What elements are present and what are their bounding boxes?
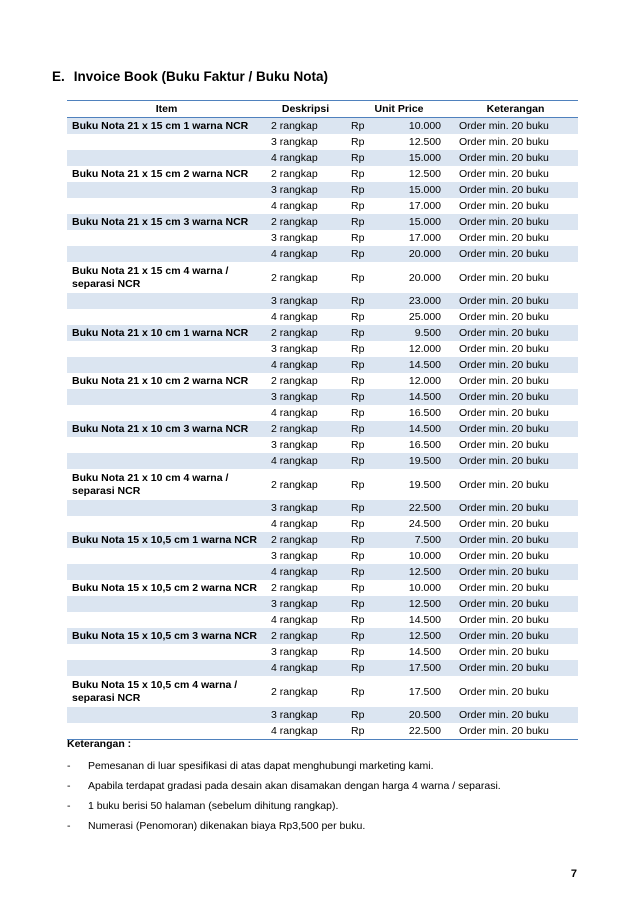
cell-unit-price: 19.500 bbox=[383, 453, 453, 469]
cell-keterangan: Order min. 20 buku bbox=[453, 628, 578, 644]
cell-currency: Rp bbox=[351, 518, 365, 530]
cell-unit-price: 19.500 bbox=[408, 478, 442, 491]
cell-item bbox=[67, 548, 266, 564]
cell-currency: Rp bbox=[351, 407, 365, 419]
cell-currency: Rp bbox=[345, 325, 383, 341]
cell-unit-price: 12.500 bbox=[408, 168, 442, 180]
cell-keterangan: Order min. 20 buku bbox=[459, 518, 549, 530]
table-row bbox=[67, 118, 578, 135]
table-row bbox=[67, 564, 578, 580]
cell-unit-price: 14.500 bbox=[383, 389, 453, 405]
cell-item: Buku Nota 15 x 10,5 cm 4 warna / separasi NCR bbox=[72, 678, 238, 704]
cell-item: Buku Nota 15 x 10,5 cm 1 warna NCR bbox=[67, 532, 266, 548]
section-letter: E. bbox=[52, 69, 65, 84]
note-item bbox=[67, 816, 587, 836]
cell-keterangan: Order min. 20 buku bbox=[459, 271, 549, 284]
table-row bbox=[67, 548, 578, 564]
cell-item bbox=[67, 644, 266, 660]
cell-item bbox=[67, 453, 266, 469]
cell-deskripsi: 2 rangkap bbox=[266, 214, 345, 230]
cell-item bbox=[67, 341, 266, 357]
cell-keterangan: Order min. 20 buku bbox=[459, 685, 549, 698]
cell-unit-price: 16.500 bbox=[408, 439, 442, 451]
cell-currency: Rp bbox=[345, 564, 383, 580]
table-row bbox=[67, 596, 578, 612]
cell-deskripsi: 2 rangkap bbox=[271, 168, 318, 180]
cell-deskripsi: 3 rangkap bbox=[271, 136, 318, 148]
header-unit-price: Unit Price bbox=[345, 101, 453, 118]
cell-deskripsi: 2 rangkap bbox=[271, 478, 318, 491]
note-item bbox=[67, 796, 587, 816]
cell-deskripsi: 3 rangkap bbox=[266, 707, 345, 723]
cell-currency: Rp bbox=[345, 357, 383, 373]
cell-currency: Rp bbox=[351, 550, 365, 562]
cell-unit-price: 20.000 bbox=[383, 246, 453, 262]
table-row bbox=[67, 421, 578, 437]
cell-deskripsi: 4 rangkap bbox=[266, 453, 345, 469]
cell-keterangan: Order min. 20 buku bbox=[453, 564, 578, 580]
note-text: Pemesanan di luar spesifikasi di atas dapat menghubungi marketing kami. bbox=[88, 760, 434, 772]
cell-unit-price: 9.500 bbox=[383, 325, 453, 341]
cell-currency: Rp bbox=[351, 478, 365, 491]
cell-deskripsi: 3 rangkap bbox=[271, 646, 318, 658]
cell-keterangan: Order min. 20 buku bbox=[459, 582, 549, 594]
cell-deskripsi: 4 rangkap bbox=[266, 150, 345, 166]
cell-deskripsi: 3 rangkap bbox=[266, 389, 345, 405]
cell-deskripsi: 4 rangkap bbox=[266, 357, 345, 373]
cell-deskripsi: 4 rangkap bbox=[266, 246, 345, 262]
cell-item bbox=[67, 230, 266, 246]
cell-item bbox=[67, 309, 266, 325]
cell-keterangan: Order min. 20 buku bbox=[459, 478, 549, 491]
cell-unit-price: 20.500 bbox=[383, 707, 453, 723]
cell-keterangan: Order min. 20 buku bbox=[453, 214, 578, 230]
cell-unit-price: 15.000 bbox=[383, 214, 453, 230]
table-row bbox=[67, 580, 578, 596]
cell-currency: Rp bbox=[345, 246, 383, 262]
cell-currency: Rp bbox=[345, 707, 383, 723]
cell-item: Buku Nota 21 x 15 cm 2 warna NCR bbox=[72, 167, 249, 180]
section-title-text: Invoice Book (Buku Faktur / Buku Nota) bbox=[73, 69, 329, 84]
cell-unit-price: 15.000 bbox=[383, 150, 453, 166]
cell-unit-price: 10.000 bbox=[383, 118, 453, 135]
cell-unit-price: 12.000 bbox=[408, 375, 442, 387]
cell-unit-price: 12.500 bbox=[383, 564, 453, 580]
cell-item: Buku Nota 21 x 15 cm 3 warna NCR bbox=[67, 214, 266, 230]
cell-deskripsi: 3 rangkap bbox=[271, 343, 318, 355]
section-title bbox=[52, 69, 328, 84]
cell-keterangan: Order min. 20 buku bbox=[453, 707, 578, 723]
table-row bbox=[67, 309, 578, 325]
table-header-row bbox=[67, 101, 578, 118]
table-row bbox=[67, 325, 578, 341]
table-row bbox=[67, 644, 578, 660]
cell-unit-price: 22.500 bbox=[383, 500, 453, 516]
table-row bbox=[67, 373, 578, 389]
cell-item bbox=[67, 134, 266, 150]
note-text: Apabila terdapat gradasi pada desain akan disamakan dengan harga 4 warna / separasi. bbox=[88, 780, 501, 792]
header-item: Item bbox=[67, 101, 266, 118]
table-row bbox=[67, 214, 578, 230]
cell-item: Buku Nota 21 x 10 cm 1 warna NCR bbox=[67, 325, 266, 341]
cell-keterangan: Order min. 20 buku bbox=[453, 500, 578, 516]
cell-item bbox=[67, 707, 266, 723]
cell-deskripsi: 2 rangkap bbox=[271, 375, 318, 387]
cell-unit-price: 17.000 bbox=[408, 232, 442, 244]
cell-keterangan: Order min. 20 buku bbox=[453, 596, 578, 612]
cell-unit-price: 12.500 bbox=[383, 596, 453, 612]
cell-unit-price: 14.500 bbox=[408, 614, 442, 626]
table-row bbox=[67, 676, 578, 707]
cell-keterangan: Order min. 20 buku bbox=[453, 389, 578, 405]
table-row bbox=[67, 405, 578, 421]
cell-unit-price: 12.500 bbox=[408, 136, 442, 148]
note-text: Numerasi (Penomoran) dikenakan biaya Rp3,500 per buku. bbox=[88, 820, 366, 832]
cell-item bbox=[67, 198, 266, 214]
cell-currency: Rp bbox=[351, 685, 365, 698]
cell-item bbox=[67, 293, 266, 309]
table-row bbox=[67, 437, 578, 453]
cell-currency: Rp bbox=[351, 271, 365, 284]
cell-deskripsi: 3 rangkap bbox=[266, 596, 345, 612]
cell-currency: Rp bbox=[345, 453, 383, 469]
cell-unit-price: 17.000 bbox=[408, 200, 442, 212]
cell-currency: Rp bbox=[345, 214, 383, 230]
cell-item bbox=[67, 150, 266, 166]
cell-currency: Rp bbox=[351, 375, 365, 387]
cell-currency: Rp bbox=[345, 596, 383, 612]
dash-bullet: - bbox=[67, 800, 71, 812]
cell-currency: Rp bbox=[345, 150, 383, 166]
table-row bbox=[67, 707, 578, 723]
cell-unit-price: 10.000 bbox=[408, 550, 442, 562]
table-row bbox=[67, 389, 578, 405]
notes-section bbox=[67, 738, 587, 836]
cell-currency: Rp bbox=[351, 614, 365, 626]
cell-item: Buku Nota 15 x 10,5 cm 3 warna NCR bbox=[67, 628, 266, 644]
cell-deskripsi: 4 rangkap bbox=[271, 311, 318, 323]
cell-deskripsi: 3 rangkap bbox=[271, 232, 318, 244]
cell-item: Buku Nota 21 x 10 cm 2 warna NCR bbox=[72, 374, 249, 387]
cell-unit-price: 14.500 bbox=[383, 421, 453, 437]
cell-item bbox=[67, 357, 266, 373]
cell-unit-price: 10.000 bbox=[408, 582, 442, 594]
cell-currency: Rp bbox=[351, 311, 365, 323]
cell-currency: Rp bbox=[345, 182, 383, 198]
cell-deskripsi: 3 rangkap bbox=[271, 550, 318, 562]
cell-keterangan: Order min. 20 buku bbox=[453, 453, 578, 469]
cell-currency: Rp bbox=[345, 389, 383, 405]
cell-keterangan: Order min. 20 buku bbox=[459, 550, 549, 562]
cell-item: Buku Nota 21 x 10 cm 3 warna NCR bbox=[67, 421, 266, 437]
cell-item: Buku Nota 21 x 10 cm 4 warna / separasi NCR bbox=[72, 471, 229, 497]
cell-keterangan: Order min. 20 buku bbox=[453, 660, 578, 676]
cell-keterangan: Order min. 20 buku bbox=[453, 421, 578, 437]
dash-bullet: - bbox=[67, 820, 71, 832]
cell-deskripsi: 2 rangkap bbox=[271, 685, 318, 698]
price-table bbox=[67, 100, 578, 740]
cell-keterangan: Order min. 20 buku bbox=[459, 168, 549, 180]
table-row bbox=[67, 246, 578, 262]
table-row bbox=[67, 134, 578, 150]
cell-item bbox=[67, 182, 266, 198]
cell-deskripsi: 2 rangkap bbox=[271, 271, 318, 284]
cell-item bbox=[67, 564, 266, 580]
cell-item bbox=[67, 405, 266, 421]
dash-bullet: - bbox=[67, 780, 71, 792]
cell-currency: Rp bbox=[345, 723, 383, 740]
cell-keterangan: Order min. 20 buku bbox=[453, 325, 578, 341]
cell-item bbox=[67, 500, 266, 516]
cell-deskripsi: 4 rangkap bbox=[271, 407, 318, 419]
cell-keterangan: Order min. 20 buku bbox=[459, 343, 549, 355]
cell-keterangan: Order min. 20 buku bbox=[459, 375, 549, 387]
cell-item bbox=[67, 437, 266, 453]
cell-unit-price: 12.500 bbox=[383, 628, 453, 644]
cell-currency: Rp bbox=[345, 421, 383, 437]
cell-keterangan: Order min. 20 buku bbox=[453, 357, 578, 373]
cell-currency: Rp bbox=[345, 660, 383, 676]
table-row bbox=[67, 357, 578, 373]
table-row bbox=[67, 150, 578, 166]
table-row bbox=[67, 516, 578, 532]
cell-deskripsi: 2 rangkap bbox=[266, 118, 345, 135]
cell-item bbox=[67, 246, 266, 262]
cell-currency: Rp bbox=[345, 118, 383, 135]
note-item bbox=[67, 756, 587, 776]
cell-keterangan: Order min. 20 buku bbox=[453, 532, 578, 548]
cell-currency: Rp bbox=[351, 582, 365, 594]
cell-deskripsi: 4 rangkap bbox=[271, 614, 318, 626]
cell-currency: Rp bbox=[351, 232, 365, 244]
cell-keterangan: Order min. 20 buku bbox=[459, 407, 549, 419]
table-row bbox=[67, 469, 578, 500]
cell-unit-price: 17.500 bbox=[383, 660, 453, 676]
cell-deskripsi: 2 rangkap bbox=[266, 532, 345, 548]
cell-keterangan: Order min. 20 buku bbox=[459, 311, 549, 323]
cell-deskripsi: 3 rangkap bbox=[266, 293, 345, 309]
table-row bbox=[67, 500, 578, 516]
cell-unit-price: 24.500 bbox=[408, 518, 442, 530]
cell-keterangan: Order min. 20 buku bbox=[459, 232, 549, 244]
cell-currency: Rp bbox=[351, 439, 365, 451]
note-text: 1 buku berisi 50 halaman (sebelum dihitung rangkap). bbox=[88, 800, 339, 812]
cell-deskripsi: 3 rangkap bbox=[271, 439, 318, 451]
cell-unit-price: 14.500 bbox=[408, 646, 442, 658]
cell-unit-price: 16.500 bbox=[408, 407, 442, 419]
cell-deskripsi: 3 rangkap bbox=[266, 500, 345, 516]
cell-currency: Rp bbox=[351, 168, 365, 180]
cell-unit-price: 25.000 bbox=[408, 311, 442, 323]
dash-bullet: - bbox=[67, 760, 71, 772]
cell-keterangan: Order min. 20 buku bbox=[453, 246, 578, 262]
table-row bbox=[67, 628, 578, 644]
table-row bbox=[67, 182, 578, 198]
header-keterangan: Keterangan bbox=[453, 101, 578, 118]
cell-item: Buku Nota 15 x 10,5 cm 2 warna NCR bbox=[72, 581, 257, 594]
table-row bbox=[67, 453, 578, 469]
table-row bbox=[67, 612, 578, 628]
cell-currency: Rp bbox=[351, 200, 365, 212]
table-row bbox=[67, 532, 578, 548]
table-row bbox=[67, 341, 578, 357]
cell-keterangan: Order min. 20 buku bbox=[459, 646, 549, 658]
cell-currency: Rp bbox=[351, 136, 365, 148]
cell-currency: Rp bbox=[345, 628, 383, 644]
cell-currency: Rp bbox=[351, 646, 365, 658]
table-body bbox=[67, 118, 578, 740]
notes-list bbox=[67, 756, 587, 836]
cell-deskripsi: 4 rangkap bbox=[266, 660, 345, 676]
cell-currency: Rp bbox=[345, 500, 383, 516]
note-item bbox=[67, 776, 587, 796]
cell-deskripsi: 4 rangkap bbox=[266, 723, 345, 740]
table-row bbox=[67, 166, 578, 182]
cell-item bbox=[67, 660, 266, 676]
cell-deskripsi: 2 rangkap bbox=[266, 325, 345, 341]
cell-keterangan: Order min. 20 buku bbox=[459, 136, 549, 148]
table-row bbox=[67, 198, 578, 214]
table-row bbox=[67, 660, 578, 676]
header-deskripsi: Deskripsi bbox=[266, 101, 345, 118]
cell-unit-price: 17.500 bbox=[408, 685, 442, 698]
cell-unit-price: 15.000 bbox=[383, 182, 453, 198]
table-row bbox=[67, 293, 578, 309]
cell-deskripsi: 3 rangkap bbox=[266, 182, 345, 198]
cell-item: Buku Nota 21 x 15 cm 1 warna NCR bbox=[67, 118, 266, 135]
cell-keterangan: Order min. 20 buku bbox=[459, 614, 549, 626]
table-row bbox=[67, 262, 578, 293]
cell-unit-price: 14.500 bbox=[383, 357, 453, 373]
cell-deskripsi: 4 rangkap bbox=[271, 200, 318, 212]
cell-unit-price: 20.000 bbox=[408, 271, 442, 284]
notes-title: Keterangan : bbox=[67, 738, 132, 750]
cell-item bbox=[67, 596, 266, 612]
cell-unit-price: 7.500 bbox=[383, 532, 453, 548]
cell-item bbox=[67, 389, 266, 405]
page-number: 7 bbox=[570, 868, 577, 880]
cell-currency: Rp bbox=[345, 293, 383, 309]
table-row bbox=[67, 230, 578, 246]
cell-keterangan: Order min. 20 buku bbox=[453, 293, 578, 309]
cell-currency: Rp bbox=[345, 532, 383, 548]
cell-item: Buku Nota 21 x 15 cm 4 warna / separasi NCR bbox=[72, 264, 229, 290]
cell-currency: Rp bbox=[351, 343, 365, 355]
cell-keterangan: Order min. 20 buku bbox=[459, 439, 549, 451]
cell-keterangan: Order min. 20 buku bbox=[453, 118, 578, 135]
cell-item bbox=[67, 612, 266, 628]
cell-keterangan: Order min. 20 buku bbox=[453, 182, 578, 198]
cell-deskripsi: 4 rangkap bbox=[266, 564, 345, 580]
cell-deskripsi: 4 rangkap bbox=[271, 518, 318, 530]
cell-unit-price: 12.000 bbox=[408, 343, 442, 355]
cell-keterangan: Order min. 20 buku bbox=[453, 723, 578, 740]
cell-deskripsi: 2 rangkap bbox=[271, 582, 318, 594]
cell-deskripsi: 2 rangkap bbox=[266, 628, 345, 644]
cell-item bbox=[67, 516, 266, 532]
cell-unit-price: 22.500 bbox=[383, 723, 453, 740]
cell-deskripsi: 2 rangkap bbox=[266, 421, 345, 437]
cell-unit-price: 23.000 bbox=[383, 293, 453, 309]
cell-keterangan: Order min. 20 buku bbox=[459, 200, 549, 212]
cell-keterangan: Order min. 20 buku bbox=[453, 150, 578, 166]
